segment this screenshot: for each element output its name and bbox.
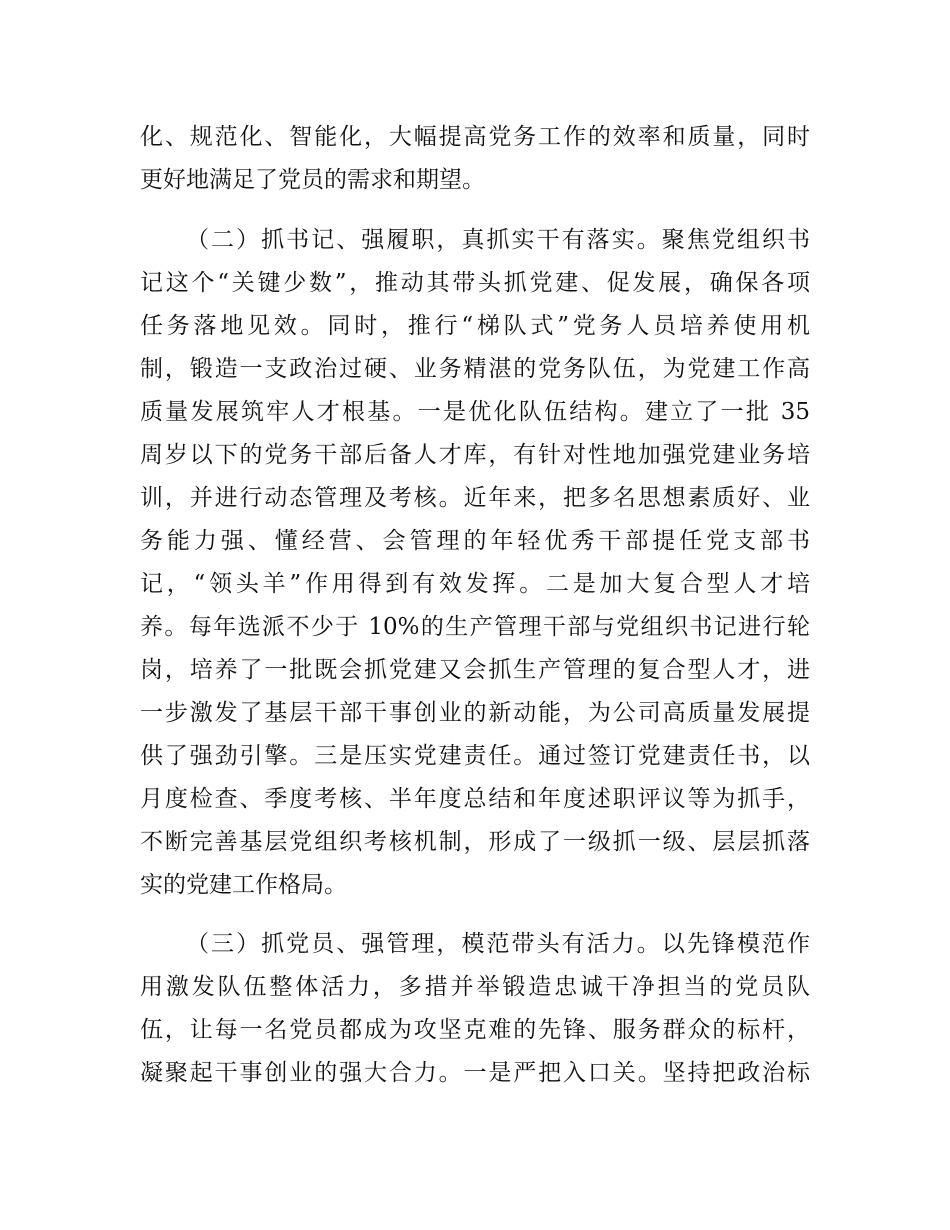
section-heading-line: （三）抓党员、强管理，模范带头有活力。以先锋模范作 [186, 931, 810, 957]
paragraph-continued [140, 116, 810, 202]
text-line: 务能力强、懂经营、会管理的年轻优秀干部提任党支部书 [140, 528, 810, 554]
text-line: 化、规范化、智能化，大幅提高党务工作的效率和质量，同时 [140, 124, 810, 150]
text-line: 训，并进行动态管理及考核。近年来，把多名思想素质好、业 [140, 485, 810, 511]
text-line: 实的党建工作格局。 [140, 872, 347, 898]
text-line: 养。每年选派不少于 10%的生产管理干部与党组织书记进行轮 [140, 614, 810, 640]
text-line: 制，锻造一支政治过硬、业务精湛的党务队伍，为党建工作高 [140, 356, 810, 382]
text-line: 不断完善基层党组织考核机制，形成了一级抓一级、层层抓落 [140, 829, 810, 855]
section-heading-line: （二）抓书记、强履职，真抓实干有落实。聚焦党组织书 [186, 227, 810, 253]
text-line: 周岁以下的党务干部后备人才库，有针对性地加强党建业务培 [140, 442, 810, 468]
text-line: 质量发展筑牢人才根基。一是优化队伍结构。建立了一批 35 [140, 399, 810, 425]
paragraph-section-3 [140, 923, 810, 1095]
text-line: 更好地满足了党员的需求和期望。 [140, 167, 485, 193]
text-line: 伍，让每一名党员都成为攻坚克难的先锋、服务群众的标杆， [140, 1017, 810, 1043]
text-line: 凝聚起干事创业的强大合力。一是严把入口关。坚持把政治标 [140, 1060, 810, 1086]
text-line: 岗，培养了一批既会抓党建又会抓生产管理的复合型人才，进 [140, 657, 810, 683]
text-line: 用激发队伍整体活力，多措并举锻造忠诚干净担当的党员队 [140, 974, 810, 1000]
text-line: 任务落地见效。同时，推行“梯队式”党务人员培养使用机 [140, 313, 810, 339]
text-line: 记，“领头羊”作用得到有效发挥。二是加大复合型人才培 [140, 571, 810, 597]
text-line: 记这个“关键少数”，推动其带头抓党建、促发展，确保各项 [140, 270, 810, 296]
paragraph-section-2 [140, 219, 810, 907]
text-line: 月度检查、季度考核、半年度总结和年度述职评议等为抓手， [140, 786, 810, 812]
text-line: 供了强劲引擎。三是压实党建责任。通过签订党建责任书，以 [140, 743, 810, 769]
text-line: 一步激发了基层干部干事创业的新动能，为公司高质量发展提 [140, 700, 810, 726]
